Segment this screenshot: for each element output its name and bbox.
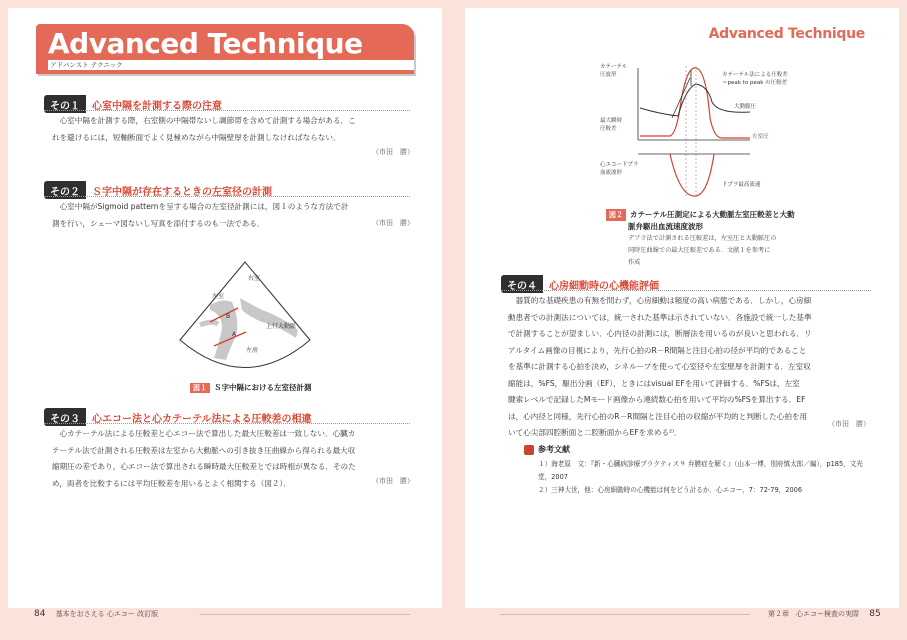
label-catheter-1: カテーテル [600,64,628,70]
section-2-rule [44,196,410,197]
figure-2-title-line: カテーテル圧測定による大動脈左室圧較差と大動 [630,210,795,219]
section-1-author: （市田 勝） [372,148,414,156]
doppler-envelope [670,154,714,196]
section-4-body [508,293,874,442]
label-a: A [232,331,237,338]
label-lv-pressure: 左室圧 [752,134,769,140]
label-catheter-2: 圧波形 [600,72,617,78]
text-line: 動患者での計測法については，統一された基準は示されていない．各施設で統一した基準 [508,312,812,322]
label-aorta: 上行大動脈 [266,323,297,330]
label-b: B [226,313,231,320]
text-line: 心室中隔を計測する際，右室側の中隔帯ないし調節帯を含めて計測する場合がある．こ [59,116,356,125]
banner-subtitle: アドバンスト テクニック [50,61,123,69]
references-heading-text: 参考文献 [538,445,570,454]
max-gradient-arrow [672,78,690,118]
section-4-author: （市田 勝） [828,420,870,428]
label-aortic-pressure: 大動脈圧 [734,104,757,110]
label-doppler-2: 血流波形 [600,170,623,176]
figure-1-caption [190,382,312,393]
section-3-body [52,426,412,492]
left-footer-rule [200,614,410,615]
section-3-author: （市田 勝） [372,477,414,485]
section-2-body [52,199,412,232]
right-footer [768,609,881,619]
text-line: 腱索レベルで記録したMモード画像から連続数心拍を用いて平均の%FSを算出する．EF [508,395,806,404]
section-4-title: 心房細動時の心機能評価 [549,280,659,292]
text-line: 縮能は，%FS，駆出分画（EF），ときにはvisual EFを用いて評価する．%FSは，左室 [508,378,800,388]
left-footer [34,609,158,619]
text-line: れを避けるには，短軸断面でよく見極めながら中隔壁厚を計測しなければならない． [52,132,341,142]
figure-2-description [628,233,806,269]
section-2-tag: その２ [44,181,86,199]
figure-2-number: 図２ [606,209,626,221]
section-3-title: 心エコー法と心カテーテル法による圧較差の相違 [92,413,312,425]
section-1-tag: その１ [44,95,86,113]
page-number-right: 85 [869,609,881,619]
text-line: 測を行い，シェーマ図ないし写真を添付するのも一法である． [52,218,265,228]
text-line: いて心尖部四腔断面と二腔断面からEFを求める²⁾． [508,428,682,437]
banner-title: Advanced Technique [48,27,363,60]
label-doppler-1: 心エコードプラ [600,162,639,168]
figure-2-waveforms [600,58,810,206]
chapter-title: 第２章 心エコー検査の実際 [768,610,859,618]
wall-curve [200,322,218,325]
text-line: で計測することが望ましい．心内径の計測には，断層法を用いるのが良いと思われる．リ [508,329,812,338]
figure-2-desc-line: デブラ法で計測される圧較差は，左室圧と大動脈圧の [628,235,777,242]
label-peak-1: カテーテル法による圧較差 [722,72,788,78]
right-footer-rule [500,614,750,615]
label-max-1: 最大瞬時 [600,118,623,124]
text-line: 器質的な基礎疾患の有無を問わず，心房細動は頻度の高い病態である．しかし，心房細 [515,296,812,305]
section-3-rule [44,423,410,424]
banner-subtitle-strip [48,60,414,70]
section-2-title: Ｓ字中隔が存在するときの左室径の計測 [92,186,272,198]
section-4-rule [501,290,871,291]
figure-2-title-line: 脈弁駆出血流速度波形 [628,222,703,231]
section-1-title: 心室中隔を計測する際の注意 [92,100,222,112]
section-3-tag: その３ [44,408,86,426]
figure-1-number: 図１ [190,383,210,393]
references-heading [524,444,570,455]
figure-1-schematic [170,250,320,375]
page-number-left: 84 [34,609,46,619]
aortic-pressure-curve [640,84,750,116]
section-1-rule [44,110,410,111]
text-line: は，心内径と同様，先行心拍のR－R間隔と注目心拍の収縮が平均的と判断した心拍を用 [508,411,808,421]
figure-1-caption-text: Ｓ字中隔における左室径計測 [214,383,312,392]
label-rv: 右室 [248,275,261,282]
right-header-title: Advanced Technique [708,26,865,42]
label-lv: 左室 [212,293,225,300]
references-list [538,458,874,497]
book-icon [524,445,534,455]
text-line: 心室中隔がSigmoid patternを呈する場合の左室径計測には，図１のような方法で計 [59,202,349,211]
text-line: テーテル法で計測される圧較差は左室から大動脈への引き抜き圧曲線から得られる最大収 [52,445,356,455]
text-line: 縮期圧の差であり，心エコー法で算出される瞬時最大圧較差とでは時相が異なる．そのた [52,462,356,471]
text-line: を基準に計測する心拍を決め，シネループを使って心室径や左室壁厚を計測する．左室収 [508,362,811,371]
text-line: アルタイム画像の目視により，先行心拍のR－R間隔と注目心拍の径が平均的であること [508,345,807,355]
figure-2-caption [606,209,806,233]
reference-item: １）海老原 文：『新・心臓病診療プラクティス９ 弁膜症を解く』（山本一博，別府慎太郎／編），p185，文光堂，2007 [538,460,863,481]
sector-outline [180,262,310,368]
section-2-author: （市田 勝） [372,219,414,227]
label-max-2: 圧較差 [600,126,617,132]
label-doppler-max: ドプラ最高流速 [722,182,761,188]
section-1-body [52,113,412,146]
reference-item: ２）三神大世，他：心房細動時の心機能は何をどう計るか．心エコー，7：72-79，2006 [538,486,803,494]
label-peak-2: ＝peak to peak の圧較差 [722,80,788,86]
section-4-tag: その４ [501,275,543,293]
figure-2-desc-line: 同時圧曲線での最大圧較差である．文献１を参考に [628,247,771,254]
lv-pressure-curve [640,68,750,138]
figure-2-desc-line: 作成 [628,259,641,266]
text-line: め，両者を比較するには平均圧較差を用いるとよく相関する（図２）． [52,478,291,488]
text-line: 心カテーテル法による圧較差と心エコー法で算出した最大圧較差は一致しない．心臓カ [59,429,356,438]
book-title: 基本をおさえる 心エコー 改訂版 [55,610,159,618]
label-la: 左房 [246,347,259,354]
